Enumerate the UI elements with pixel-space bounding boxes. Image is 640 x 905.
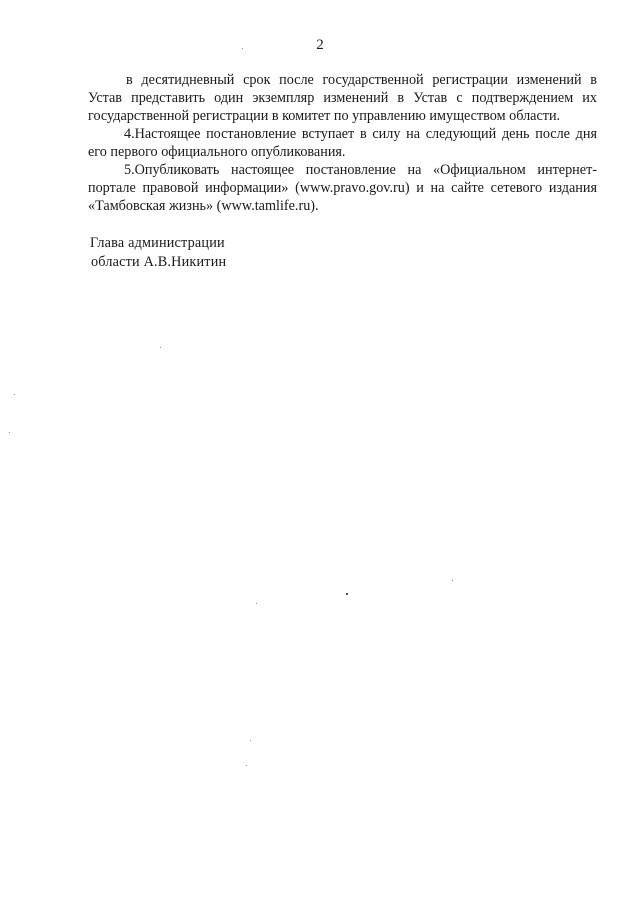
scan-speck xyxy=(160,347,161,348)
scan-speck xyxy=(452,580,453,581)
paragraph-publication: 5.Опубликовать настоящее постановление на «Официальном интернет-портале правовой информации» (www.pravo.gov.ru) и на сайте сетевого издания «Тамбовская жизнь» (www.tamlife.ru). xyxy=(88,162,597,214)
signature-position: Глава администрации xyxy=(90,235,225,251)
scan-speck xyxy=(242,48,243,49)
scan-speck xyxy=(346,593,348,595)
scan-speck xyxy=(256,603,257,604)
paragraph-registration-deadline: в десятидневный срок после государственной регистрации изменений в Устав представить один экземпляр изменений в Устав с подтверждением их государственной регистрации в комитет по управлению имуществом области. xyxy=(88,72,597,124)
scan-speck xyxy=(246,765,247,766)
signature-block xyxy=(90,234,226,272)
document-body xyxy=(88,71,597,215)
signature-name: области А.В.Никитин xyxy=(91,254,227,270)
paragraph-effective-date: 4.Настоящее постановление вступает в силу на следующий день после дня его первого официального опубликования. xyxy=(88,126,597,160)
page-number: 2 xyxy=(316,37,324,53)
scan-speck xyxy=(250,740,251,741)
scan-speck xyxy=(9,432,10,433)
scan-speck xyxy=(14,394,15,395)
